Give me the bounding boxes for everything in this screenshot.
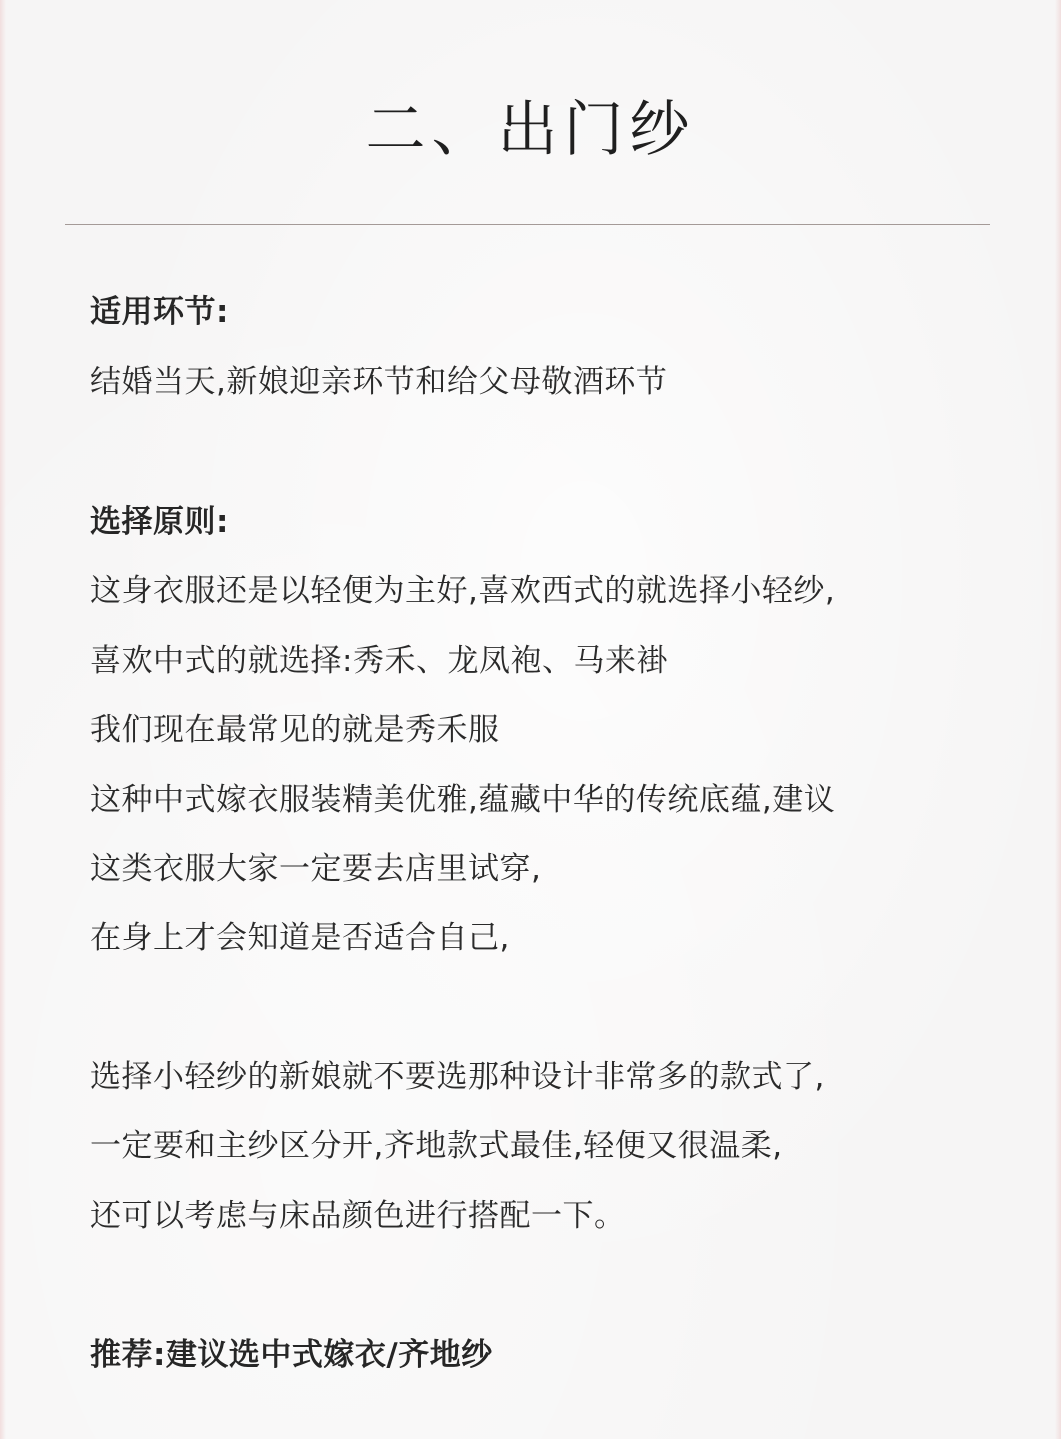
light-gauze-line: 还可以考虑与床品颜色进行搭配一下。 <box>90 1198 626 1234</box>
principle-line: 喜欢中式的就选择:秀禾、龙凤袍、马来褂 <box>90 643 668 679</box>
applicable-heading: 适用环节: <box>90 294 229 330</box>
principle-line: 这种中式嫁衣服装精美优雅,蕴藏中华的传统底蕴,建议 <box>90 782 836 818</box>
page-title: 二、出门纱 <box>365 95 696 165</box>
principle-line: 这身衣服还是以轻便为主好,喜欢西式的就选择小轻纱, <box>90 573 836 609</box>
applicable-line: 结婚当天,新娘迎亲环节和给父母敬酒环节 <box>90 364 668 400</box>
left-edge-tint <box>0 0 6 1439</box>
right-edge-tint <box>1055 0 1061 1439</box>
light-gauze-line: 选择小轻纱的新娘就不要选那种设计非常多的款式了, <box>90 1059 825 1095</box>
title-divider <box>65 224 990 225</box>
recommendation-heading: 推荐:建议选中式嫁衣/齐地纱 <box>90 1337 493 1373</box>
principle-line: 我们现在最常见的就是秀禾服 <box>90 712 500 748</box>
principle-line: 在身上才会知道是否适合自己, <box>90 920 510 956</box>
light-gauze-line: 一定要和主纱区分开,齐地款式最佳,轻便又很温柔, <box>90 1128 783 1164</box>
principle-heading: 选择原则: <box>90 504 229 540</box>
principle-line: 这类衣服大家一定要去店里试穿, <box>90 851 542 887</box>
